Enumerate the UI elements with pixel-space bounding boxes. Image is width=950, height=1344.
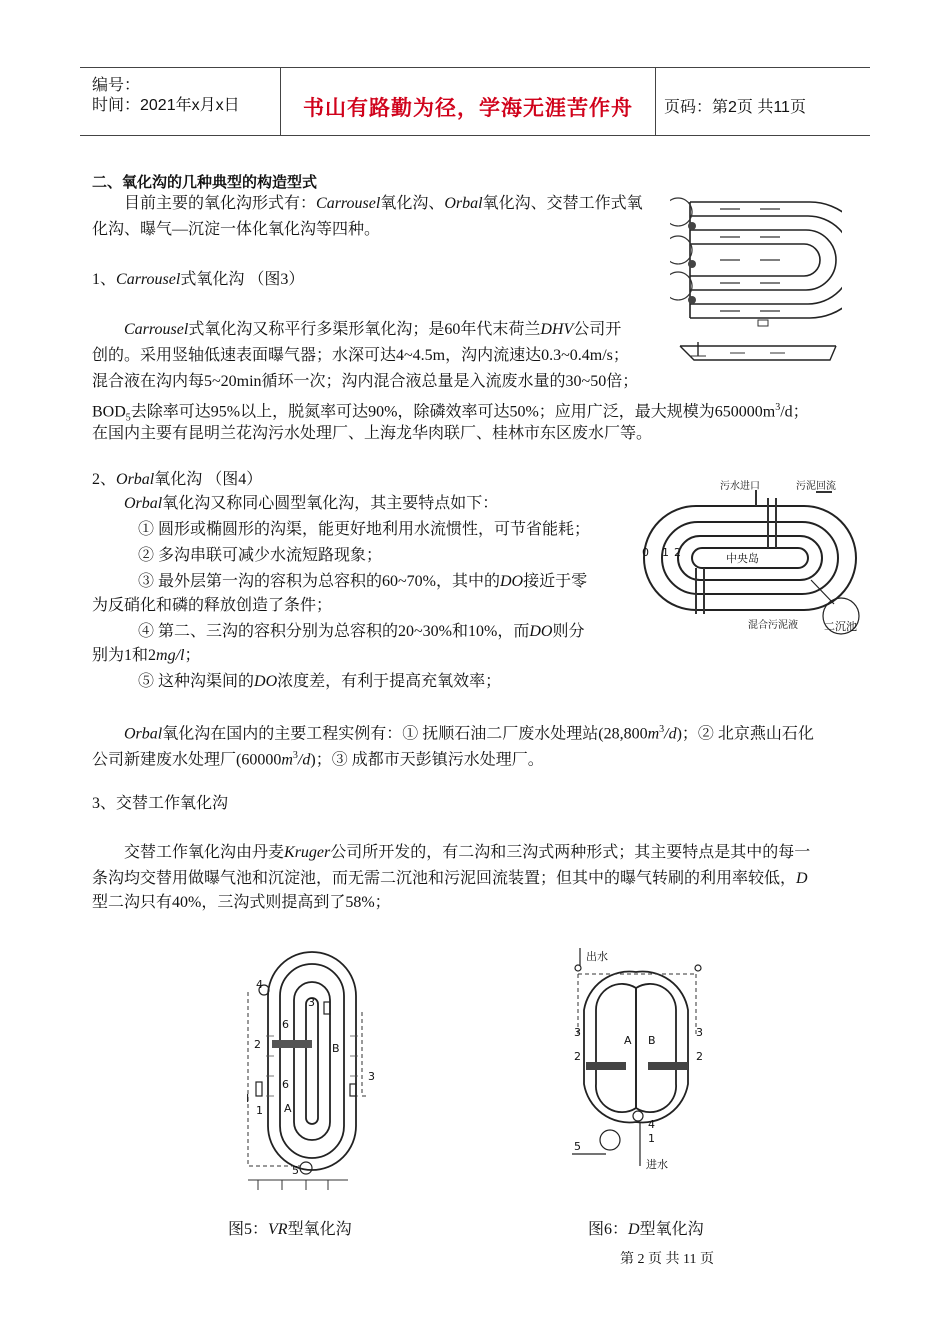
d-label-3a: 3 bbox=[574, 1026, 581, 1039]
orbal-heading: 2、Orbal氧化沟 （图4） bbox=[92, 471, 263, 488]
orbal-item-4: ④ 第二、三沟的容积分别为总容积的20~30%和10%，而DO则分 bbox=[138, 623, 585, 640]
d-label-2b: 2 bbox=[696, 1050, 703, 1063]
intro-line-1: 目前主要的氧化沟形式有：Carrousel氧化沟、Orbal氧化沟、交替工作式氧 bbox=[124, 195, 643, 212]
orbal-examples-line-1: Orbal氧化沟在国内的主要工程实例有：① 抚顺石油二厂废水处理站$(28,800m^3/d)$；② 北京燕山石化 bbox=[124, 724, 814, 743]
d-label-A: A bbox=[624, 1034, 632, 1047]
vr-label-5: 5 bbox=[292, 1164, 299, 1177]
page-footer: 第 2 页 共 11 页 bbox=[620, 1252, 714, 1267]
vr-label-4: 4 bbox=[256, 978, 263, 991]
vr-label-I: I bbox=[246, 1092, 250, 1105]
orbal-diagram bbox=[636, 476, 866, 640]
orbal-ring-2: 2 bbox=[674, 546, 681, 559]
orbal-return-label: 污泥回流 bbox=[796, 481, 836, 492]
carrousel-heading: 1、Carrousel式氧化沟 （图3） bbox=[92, 271, 305, 288]
d-label-in: 进水 bbox=[646, 1158, 668, 1171]
doc-time-label: 时间：2021年x月x日 bbox=[92, 97, 240, 114]
carrousel-diagram bbox=[670, 196, 842, 371]
d-label-4: 4 bbox=[648, 1118, 655, 1131]
carrousel-para-line-3: 混合液在沟内每5~20min循环一次；沟内混合液总量是入流废水量的30~50倍； bbox=[92, 373, 639, 390]
vr-label-6a: 6 bbox=[282, 1018, 289, 1031]
orbal-ring-1: 1 bbox=[662, 546, 669, 559]
vr-label-B: B bbox=[332, 1042, 340, 1055]
alternating-para-line-3: 型二沟只有40%，三沟式则提高到了58%； bbox=[92, 894, 391, 911]
d-label-1: 1 bbox=[648, 1132, 655, 1145]
fig6-caption: 图6：D型氧化沟 bbox=[588, 1221, 704, 1238]
doc-number-label: 编号： bbox=[92, 77, 141, 94]
orbal-item-5: ⑤ 这种沟渠间的DO浓度差，有利于提高充氧效率； bbox=[138, 673, 502, 690]
orbal-intro: Orbal氧化沟又称同心圆型氧化沟，其主要特点如下： bbox=[124, 495, 499, 512]
header-divider-2 bbox=[655, 67, 656, 136]
alternating-heading: 3、交替工作氧化沟 bbox=[92, 795, 229, 812]
orbal-mixed-label: 混合污泥液 bbox=[748, 620, 798, 631]
vr-label-1: 1 bbox=[256, 1104, 263, 1117]
vr-label-3b: 3 bbox=[368, 1070, 375, 1083]
alternating-para-line-1: 交替工作氧化沟由丹麦Kruger公司所开发的，有二沟和三沟式两种形式；其主要特点是其中的每一 bbox=[124, 844, 811, 861]
d-label-out: 出水 bbox=[586, 950, 608, 963]
orbal-examples-line-2: 公司新建废水处理厂$(60000m^3/d)$；③ 成都市天彭镇污水处理厂。 bbox=[92, 750, 544, 769]
header-page-label: 页码：第2页 共11页 bbox=[664, 99, 806, 116]
orbal-ring-0: 0 bbox=[642, 546, 649, 559]
orbal-inlet-label: 污水进口 bbox=[720, 481, 760, 492]
orbal-island-label: 中央岛 bbox=[726, 552, 759, 565]
vr-label-2: 2 bbox=[254, 1038, 261, 1051]
orbal-item-4-cont: 别为1和2mg/l； bbox=[92, 647, 201, 664]
fig5-caption: 图5：VR型氧化沟 bbox=[228, 1221, 352, 1238]
vr-label-3a: 3 bbox=[308, 996, 315, 1009]
orbal-item-1: ① 圆形或椭圆形的沟渠，能更好地利用水流惯性，可节省能耗； bbox=[138, 521, 591, 538]
orbal-item-3: ③ 最外层第一沟的容积为总容积的60~70%，其中的DO接近于零 bbox=[138, 573, 588, 590]
carrousel-para-line-5: 在国内主要有昆明兰花沟污水处理厂、上海龙华肉联厂、桂林市东区废水厂等。 bbox=[92, 425, 653, 442]
header-top-rule bbox=[80, 67, 870, 68]
d-label-3b: 3 bbox=[696, 1026, 703, 1039]
d-label-5: 5 bbox=[574, 1140, 581, 1153]
d-label-2a: 2 bbox=[574, 1050, 581, 1063]
header-divider-1 bbox=[280, 67, 281, 136]
orbal-item-3-cont: 为反硝化和磷的释放创造了条件； bbox=[92, 597, 333, 614]
alternating-para-line-2: 条沟均交替用做曝气池和沉淀池，而无需二沉池和污泥回流装置；但其中的曝气转刷的利用率较低，D bbox=[92, 870, 808, 887]
section-title: 二、氧化沟的几种典型的构造型式 bbox=[92, 173, 318, 191]
header-bottom-rule bbox=[80, 135, 870, 136]
d-ditch-diagram bbox=[566, 944, 716, 1184]
vr-ditch-diagram bbox=[228, 936, 388, 1196]
d-label-B: B bbox=[648, 1034, 656, 1047]
header-motto: 书山有路勤为径，学海无涯苦作舟 bbox=[303, 96, 633, 120]
vr-label-6b: 6 bbox=[282, 1078, 289, 1091]
orbal-item-2: ② 多沟串联可减少水流短路现象； bbox=[138, 547, 383, 564]
carrousel-para-line-2: 创的。采用竖轴低速表面曝气器；水深可达4~4.5m，沟内流速达0.3~0.4m/s； bbox=[92, 347, 629, 364]
carrousel-para-line-4: $BOD_5$去除率可达95%以上，脱氮率可达90%，除磷效率可达50%；应用广泛，最大规模为$650000m^3/d$； bbox=[92, 402, 809, 424]
intro-line-2: 化沟、曝气—沉淀一体化氧化沟等四种。 bbox=[92, 221, 381, 238]
carrousel-para-line-1: Carrousel式氧化沟又称平行多渠形氧化沟；是60年代末荷兰DHV公司开 bbox=[124, 321, 622, 338]
orbal-clarifier-label: 二沉池 bbox=[824, 620, 857, 633]
vr-label-A: A bbox=[284, 1102, 292, 1115]
